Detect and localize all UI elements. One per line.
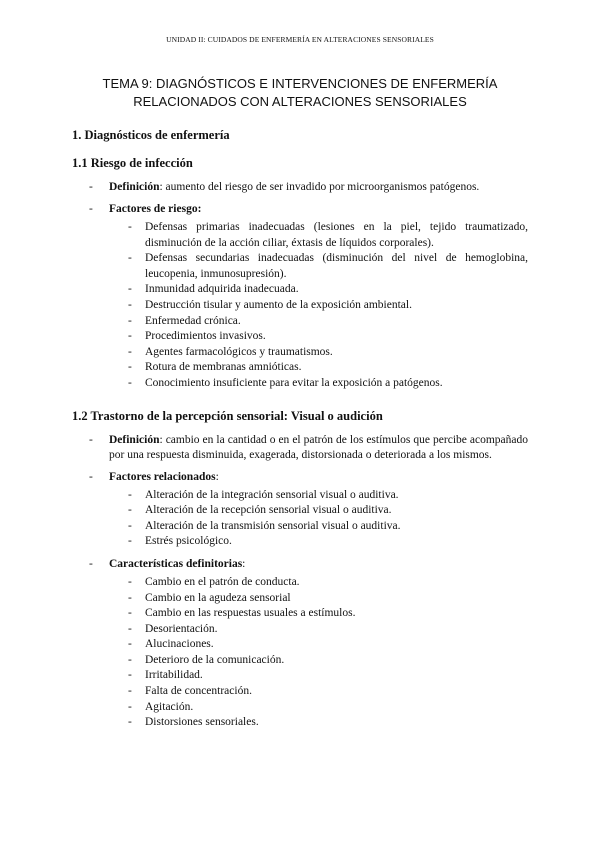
- definition-label: Definición: [109, 433, 160, 446]
- list-item: - Alteración de la integración sensorial visual o auditiva.: [72, 488, 528, 504]
- defining-characteristics-label: Características definitorias: [109, 557, 243, 570]
- subsection-heading-infection: 1.1 Riesgo de infección: [72, 156, 193, 170]
- infection-definition: [72, 180, 528, 195]
- related-factors-list: [109, 488, 528, 550]
- list-item: - Alucinaciones.: [72, 637, 528, 653]
- defining-characteristics: [72, 557, 528, 731]
- defining-characteristics-list: [109, 575, 528, 731]
- list-item: - Inmunidad adquirida inadecuada.: [72, 282, 528, 298]
- list-item: - Conocimiento insuficiente para evitar la exposición a patógenos.: [72, 376, 528, 392]
- risk-factors: [72, 202, 528, 392]
- list-item: - Defensas primarias inadecuadas (lesiones en la piel, tejido traumatizado, disminución de la acción ciliar, éxtasis de líquidos corporales).: [72, 220, 528, 251]
- running-header: UNIDAD II: CUIDADOS DE ENFERMERÍA EN ALTERACIONES SENSORIALES: [166, 35, 434, 44]
- list-item: - Alteración de la transmisión sensorial visual o auditiva.: [72, 519, 528, 535]
- perception-list: [72, 433, 528, 731]
- list-item: - Rotura de membranas amnióticas.: [72, 360, 528, 376]
- related-factors-label: Factores relacionados: [109, 470, 216, 483]
- infection-list: [72, 180, 528, 392]
- list-item: - Falta de concentración.: [72, 684, 528, 700]
- related-factors: [72, 470, 528, 550]
- list-item: - Cambio en las respuestas usuales a estímulos.: [72, 606, 528, 622]
- definition-label: Definición: [109, 181, 160, 193]
- list-item: - Agitación.: [72, 700, 528, 716]
- list-item: - Destrucción tisular y aumento de la exposición ambiental.: [72, 298, 528, 314]
- list-item: - Agentes farmacológicos y traumatismos.: [72, 345, 528, 361]
- list-item: - Irritabilidad.: [72, 668, 528, 684]
- risk-factors-list: [109, 220, 528, 392]
- list-item: - Distorsiones sensoriales.: [72, 715, 528, 731]
- page-title: [60, 75, 540, 111]
- risk-factors-label: Factores de riesgo:: [109, 203, 202, 215]
- list-item: - Estrés psicológico.: [72, 534, 528, 550]
- label-colon: :: [242, 557, 246, 570]
- perception-definition: [72, 433, 528, 463]
- list-item: - Cambio en el patrón de conducta.: [72, 575, 528, 591]
- label-colon: :: [215, 470, 219, 483]
- list-item: - Desorientación.: [72, 622, 528, 638]
- list-item: - Alteración de la recepción sensorial visual o auditiva.: [72, 503, 528, 519]
- list-item: - Cambio en la agudeza sensorial: [72, 591, 528, 607]
- section-heading: 1. Diagnósticos de enfermería: [72, 128, 230, 142]
- list-item: - Defensas secundarias inadecuadas (disminución del nivel de hemoglobina, leucopenia, inmunosupresión).: [72, 251, 528, 282]
- definition-text: : aumento del riesgo de ser invadido por microorganismos patógenos.: [159, 181, 480, 193]
- list-item: - Enfermedad crónica.: [72, 314, 528, 330]
- document-body: [72, 127, 528, 744]
- title-line-2: RELACIONADOS CON ALTERACIONES SENSORIALES: [133, 94, 467, 109]
- title-line-1: TEMA 9: DIAGNÓSTICOS E INTERVENCIONES DE ENFERMERÍA: [102, 76, 498, 91]
- definition-text: : cambio en la cantidad o en el patrón de los estímulos que percibe acompañado por una respuesta disminuida, exagerada, distorsionada o deteriorada a los mismos.: [109, 433, 528, 461]
- list-item: - Deterioro de la comunicación.: [72, 653, 528, 669]
- list-item: - Procedimientos invasivos.: [72, 329, 528, 345]
- subsection-heading-perception: 1.2 Trastorno de la percepción sensorial: Visual o audición: [72, 408, 383, 423]
